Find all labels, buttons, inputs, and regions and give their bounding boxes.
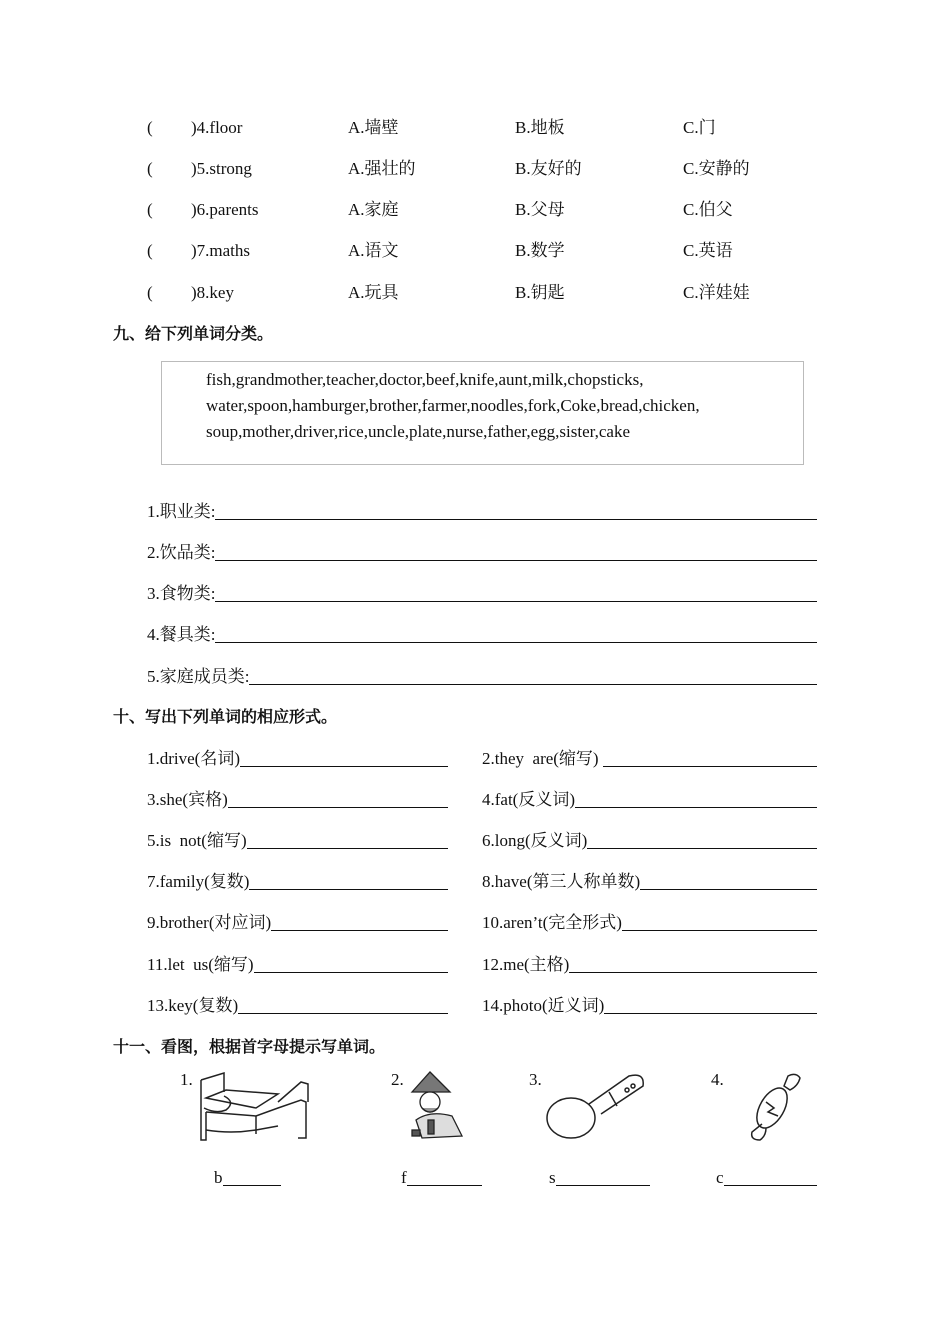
word-form-prompt: 12.me(主格) [482, 955, 570, 974]
word-form-answer-field[interactable] [147, 790, 448, 810]
option-a: A.语文 [348, 241, 399, 260]
hint-letter: s [549, 1168, 556, 1187]
word-form-prompt: 9.brother(对应词) [147, 913, 272, 932]
question-word: )7.maths [191, 241, 251, 260]
word-form-prompt: 8.have(第三人称单数) [482, 872, 641, 891]
question-word: )5.strong [191, 159, 252, 178]
answer-field-c[interactable] [716, 1168, 817, 1188]
word-form-answer-field[interactable] [482, 872, 817, 892]
option-b: B.友好的 [515, 159, 582, 178]
word-form-prompt: 1.drive(名词) [147, 749, 241, 768]
word-form-prompt: 4.fat(反义词) [482, 790, 576, 809]
question-word: )6.parents [191, 200, 259, 219]
word-form-prompt: 3.she(宾格) [147, 790, 228, 809]
option-b: B.数学 [515, 241, 565, 260]
farmer-image [408, 1070, 466, 1142]
hint-letter: f [401, 1168, 407, 1187]
word-bank-box [161, 361, 804, 465]
picture-number: 4. [711, 1070, 724, 1089]
word-form-answer-field[interactable] [147, 872, 448, 892]
option-a: A.墙壁 [348, 118, 399, 137]
answer-bracket[interactable]: ( [147, 118, 153, 137]
option-c: C.安静的 [683, 159, 750, 178]
word-form-answer-field[interactable] [147, 831, 448, 851]
word-form-prompt: 14.photo(近义词) [482, 996, 605, 1015]
category-answer-field[interactable] [147, 543, 817, 563]
word-form-answer-field[interactable] [482, 749, 817, 769]
candy-image [744, 1072, 804, 1142]
option-c: C.洋娃娃 [683, 283, 750, 302]
answer-field-b[interactable] [214, 1168, 281, 1188]
word-bank-line: fish,grandmother,teacher,doctor,beef,knife,aunt,milk,chopsticks, [206, 370, 644, 389]
word-form-prompt: 10.aren’t(完全形式) [482, 913, 622, 932]
word-form-answer-field[interactable] [482, 913, 817, 933]
word-form-prompt: 11.let us(缩写) [147, 955, 254, 974]
category-label: 5.家庭成员类: [147, 667, 250, 686]
section-9-title: 九、给下列单词分类。 [113, 324, 274, 343]
option-c: C.英语 [683, 241, 733, 260]
picture-number: 3. [529, 1070, 542, 1089]
category-label: 4.餐具类: [147, 625, 216, 644]
hint-letter: b [214, 1168, 223, 1187]
section-10-title: 十、写出下列单词的相应形式。 [113, 707, 338, 726]
option-b: B.钥匙 [515, 283, 565, 302]
category-answer-field[interactable] [147, 625, 817, 645]
question-word: )4.floor [191, 118, 243, 137]
question-word: )8.key [191, 283, 234, 302]
option-b: B.地板 [515, 118, 565, 137]
category-label: 3.食物类: [147, 584, 216, 603]
option-a: A.玩具 [348, 283, 399, 302]
section-11-title: 十一、看图，根据首字母提示写单词。 [113, 1037, 386, 1056]
word-form-answer-field[interactable] [482, 996, 817, 1016]
option-c: C.伯父 [683, 200, 733, 219]
answer-field-s[interactable] [549, 1168, 650, 1188]
bed-image [196, 1072, 314, 1142]
option-b: B.父母 [515, 200, 565, 219]
answer-bracket[interactable]: ( [147, 159, 153, 178]
word-bank-line: soup,mother,driver,rice,uncle,plate,nurse,father,egg,sister,cake [206, 422, 630, 441]
word-form-prompt: 2.they are(缩写) [482, 749, 603, 768]
word-form-answer-field[interactable] [147, 913, 448, 933]
word-form-answer-field[interactable] [147, 749, 448, 769]
word-form-prompt: 6.long(反义词) [482, 831, 588, 850]
option-c: C.门 [683, 118, 716, 137]
picture-number: 1. [180, 1070, 193, 1089]
word-form-answer-field[interactable] [147, 955, 448, 975]
answer-bracket[interactable]: ( [147, 283, 153, 302]
hint-letter: c [716, 1168, 724, 1187]
category-label: 2.饮品类: [147, 543, 216, 562]
word-bank-line: water,spoon,hamburger,brother,farmer,noodles,fork,Coke,bread,chicken, [206, 396, 700, 415]
answer-bracket[interactable]: ( [147, 200, 153, 219]
option-a: A.家庭 [348, 200, 399, 219]
word-form-answer-field[interactable] [482, 831, 817, 851]
answer-bracket[interactable]: ( [147, 241, 153, 260]
option-a: A.强壮的 [348, 159, 416, 178]
category-answer-field[interactable] [147, 502, 817, 522]
answer-field-f[interactable] [401, 1168, 482, 1188]
word-form-answer-field[interactable] [482, 790, 817, 810]
word-form-answer-field[interactable] [482, 955, 817, 975]
category-label: 1.职业类: [147, 502, 216, 521]
category-answer-field[interactable] [147, 584, 817, 604]
category-answer-field[interactable] [147, 667, 817, 687]
word-form-answer-field[interactable] [147, 996, 448, 1016]
word-form-prompt: 5.is not(缩写) [147, 831, 247, 850]
spoon-image [545, 1072, 649, 1142]
word-form-prompt: 13.key(复数) [147, 996, 239, 1015]
picture-number: 2. [391, 1070, 404, 1089]
word-form-prompt: 7.family(复数) [147, 872, 250, 891]
